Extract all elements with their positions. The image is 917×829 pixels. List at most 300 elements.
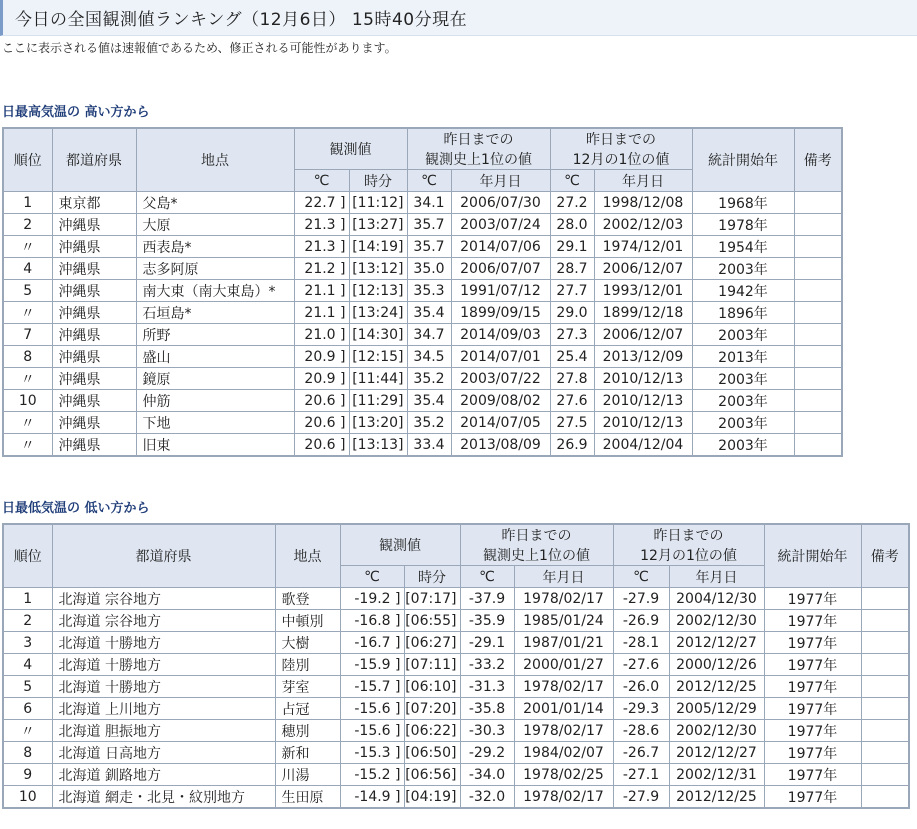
cell-rank: 9 xyxy=(3,764,52,786)
cell-month-record-date: 2012/12/27 xyxy=(669,632,764,654)
cell-month-record-temp: -26.0 xyxy=(613,676,669,698)
cell-record-date: 1991/07/12 xyxy=(451,280,550,302)
col-start-header: 統計開始年 xyxy=(692,128,794,192)
cell-place: 陸別 xyxy=(275,654,340,676)
cell-prefecture: 沖縄県 xyxy=(52,390,136,412)
col-hist-header-line1: 昨日までの xyxy=(501,528,572,544)
cell-note xyxy=(794,280,842,302)
cell-prefecture: 北海道 宗谷地方 xyxy=(52,588,275,610)
cell-month-record-date: 2012/12/25 xyxy=(669,676,764,698)
cell-month-record-temp: -29.3 xyxy=(613,698,669,720)
col-month-header-line1: 昨日までの xyxy=(586,132,656,148)
cell-month-record-date: 2002/12/03 xyxy=(594,214,692,236)
cell-rank: 〃 xyxy=(3,720,52,742)
cell-record-temp: 35.4 xyxy=(407,390,451,412)
col-place-header: 地点 xyxy=(275,524,340,588)
cell-month-record-temp: 27.6 xyxy=(550,390,594,412)
cell-record-temp: 35.4 xyxy=(407,302,451,324)
cell-start-year: 2003年 xyxy=(692,390,794,412)
cell-month-record-temp: -26.9 xyxy=(613,610,669,632)
col-month-header xyxy=(613,524,764,566)
cell-place: 占冠 xyxy=(275,698,340,720)
cell-record-date: 1978/02/17 xyxy=(514,786,613,809)
cell-prefecture: 北海道 十勝地方 xyxy=(52,632,275,654)
subcol-month-deg: ℃ xyxy=(550,170,594,192)
cell-prefecture: 東京都 xyxy=(52,192,136,214)
cell-observed-temp: -15.7 ] xyxy=(340,676,404,698)
cell-observed-temp: -14.9 ] xyxy=(340,786,404,809)
subcol-hist-date: 年月日 xyxy=(514,566,613,588)
cell-prefecture: 北海道 釧路地方 xyxy=(52,764,275,786)
cell-record-temp: 35.2 xyxy=(407,412,451,434)
cell-observed-time: [12:15] xyxy=(349,346,407,368)
cell-record-date: 2014/07/05 xyxy=(451,412,550,434)
subcol-month-date: 年月日 xyxy=(669,566,764,588)
cell-place: 盛山 xyxy=(136,346,294,368)
high-ranking-table xyxy=(2,127,843,457)
cell-observed-time: [13:24] xyxy=(349,302,407,324)
cell-month-record-date: 1974/12/01 xyxy=(594,236,692,258)
cell-prefecture: 北海道 上川地方 xyxy=(52,698,275,720)
cell-observed-temp: -15.6 ] xyxy=(340,720,404,742)
cell-observed-temp: -19.2 ] xyxy=(340,588,404,610)
cell-place: 生田原 xyxy=(275,786,340,809)
cell-observed-temp: 21.3 ] xyxy=(294,214,349,236)
cell-record-temp: -34.0 xyxy=(460,764,514,786)
cell-note xyxy=(794,258,842,280)
cell-start-year: 1977年 xyxy=(764,610,861,632)
cell-month-record-temp: -27.1 xyxy=(613,764,669,786)
cell-note xyxy=(861,720,909,742)
cell-rank: 10 xyxy=(3,786,52,809)
cell-month-record-date: 2006/12/07 xyxy=(594,258,692,280)
cell-note xyxy=(794,214,842,236)
cell-prefecture: 沖縄県 xyxy=(52,280,136,302)
cell-month-record-date: 2010/12/13 xyxy=(594,412,692,434)
cell-record-temp: 35.7 xyxy=(407,236,451,258)
cell-record-date: 2000/01/27 xyxy=(514,654,613,676)
cell-observed-time: [11:12] xyxy=(349,192,407,214)
cell-record-temp: -35.9 xyxy=(460,610,514,632)
cell-start-year: 1968年 xyxy=(692,192,794,214)
cell-month-record-temp: 27.2 xyxy=(550,192,594,214)
col-hist-header-line2: 観測史上1位の値 xyxy=(425,152,532,168)
cell-rank: 10 xyxy=(3,390,52,412)
page-header xyxy=(0,0,917,36)
cell-observed-time: [06:10] xyxy=(404,676,460,698)
cell-month-record-temp: 29.1 xyxy=(550,236,594,258)
cell-note xyxy=(794,192,842,214)
low-table-body xyxy=(3,588,909,809)
low-section xyxy=(0,497,917,809)
cell-note xyxy=(861,588,909,610)
cell-month-record-date: 2004/12/30 xyxy=(669,588,764,610)
cell-observed-temp: 20.9 ] xyxy=(294,368,349,390)
table-row xyxy=(3,786,909,809)
cell-rank: 〃 xyxy=(3,412,52,434)
cell-note xyxy=(794,346,842,368)
cell-rank: 2 xyxy=(3,610,52,632)
cell-observed-time: [13:13] xyxy=(349,434,407,457)
table-row xyxy=(3,698,909,720)
cell-start-year: 2003年 xyxy=(692,368,794,390)
cell-place: 芽室 xyxy=(275,676,340,698)
cell-observed-temp: -15.9 ] xyxy=(340,654,404,676)
cell-record-temp: -29.2 xyxy=(460,742,514,764)
cell-rank: 6 xyxy=(3,698,52,720)
table-row xyxy=(3,192,842,214)
cell-start-year: 1977年 xyxy=(764,786,861,809)
cell-observed-temp: 21.1 ] xyxy=(294,302,349,324)
cell-observed-time: [12:13] xyxy=(349,280,407,302)
cell-record-date: 1985/01/24 xyxy=(514,610,613,632)
cell-rank: 5 xyxy=(3,676,52,698)
table-row xyxy=(3,368,842,390)
cell-month-record-date: 1998/12/08 xyxy=(594,192,692,214)
cell-month-record-temp: -28.6 xyxy=(613,720,669,742)
cell-month-record-temp: 28.7 xyxy=(550,258,594,280)
cell-month-record-date: 2000/12/26 xyxy=(669,654,764,676)
cell-month-record-date: 1899/12/18 xyxy=(594,302,692,324)
cell-start-year: 1942年 xyxy=(692,280,794,302)
cell-month-record-temp: 27.5 xyxy=(550,412,594,434)
cell-observed-temp: 21.0 ] xyxy=(294,324,349,346)
subcol-obs-time: 時分 xyxy=(349,170,407,192)
cell-record-temp: 35.7 xyxy=(407,214,451,236)
cell-observed-temp: -15.2 ] xyxy=(340,764,404,786)
cell-observed-time: [13:27] xyxy=(349,214,407,236)
cell-record-date: 2001/01/14 xyxy=(514,698,613,720)
cell-rank: 〃 xyxy=(3,302,52,324)
cell-start-year: 2003年 xyxy=(692,434,794,457)
subcol-hist-deg: ℃ xyxy=(407,170,451,192)
cell-month-record-temp: 26.9 xyxy=(550,434,594,457)
col-month-header-line2: 12月の1位の値 xyxy=(640,548,737,564)
cell-record-date: 1987/01/21 xyxy=(514,632,613,654)
cell-prefecture: 沖縄県 xyxy=(52,258,136,280)
cell-rank: 2 xyxy=(3,214,52,236)
cell-prefecture: 北海道 日高地方 xyxy=(52,742,275,764)
cell-observed-temp: -15.6 ] xyxy=(340,698,404,720)
cell-observed-time: [06:50] xyxy=(404,742,460,764)
cell-observed-time: [07:11] xyxy=(404,654,460,676)
cell-observed-time: [06:22] xyxy=(404,720,460,742)
cell-start-year: 1977年 xyxy=(764,698,861,720)
col-obs-header: 観測値 xyxy=(294,128,407,170)
cell-month-record-temp: 28.0 xyxy=(550,214,594,236)
cell-prefecture: 沖縄県 xyxy=(52,214,136,236)
cell-observed-temp: 21.2 ] xyxy=(294,258,349,280)
cell-note xyxy=(794,302,842,324)
cell-observed-temp: -16.7 ] xyxy=(340,632,404,654)
cell-record-date: 2003/07/24 xyxy=(451,214,550,236)
cell-month-record-date: 2006/12/07 xyxy=(594,324,692,346)
cell-start-year: 1977年 xyxy=(764,632,861,654)
cell-prefecture: 沖縄県 xyxy=(52,434,136,457)
cell-prefecture: 沖縄県 xyxy=(52,236,136,258)
cell-observed-time: [06:27] xyxy=(404,632,460,654)
cell-rank: 〃 xyxy=(3,434,52,457)
cell-record-temp: 34.7 xyxy=(407,324,451,346)
col-note-header: 備考 xyxy=(861,524,909,588)
cell-record-date: 1978/02/17 xyxy=(514,588,613,610)
table-row xyxy=(3,258,842,280)
cell-start-year: 1896年 xyxy=(692,302,794,324)
cell-place: 父島* xyxy=(136,192,294,214)
cell-place: 中頓別 xyxy=(275,610,340,632)
table-row xyxy=(3,720,909,742)
cell-record-temp: -29.1 xyxy=(460,632,514,654)
cell-observed-time: [04:19] xyxy=(404,786,460,809)
cell-note xyxy=(794,324,842,346)
subcol-hist-date: 年月日 xyxy=(451,170,550,192)
cell-observed-time: [14:30] xyxy=(349,324,407,346)
cell-place: 所野 xyxy=(136,324,294,346)
cell-month-record-temp: -27.9 xyxy=(613,588,669,610)
cell-rank: 5 xyxy=(3,280,52,302)
table-row xyxy=(3,610,909,632)
cell-rank: 1 xyxy=(3,588,52,610)
cell-observed-time: [13:12] xyxy=(349,258,407,280)
cell-rank: 1 xyxy=(3,192,52,214)
cell-start-year: 1977年 xyxy=(764,676,861,698)
cell-record-date: 2014/07/06 xyxy=(451,236,550,258)
cell-record-date: 2014/07/01 xyxy=(451,346,550,368)
cell-record-temp: -31.3 xyxy=(460,676,514,698)
cell-observed-time: [06:56] xyxy=(404,764,460,786)
cell-rank: 7 xyxy=(3,324,52,346)
cell-place: 志多阿原 xyxy=(136,258,294,280)
cell-rank: 3 xyxy=(3,632,52,654)
cell-month-record-date: 2012/12/25 xyxy=(669,786,764,809)
cell-month-record-date: 2013/12/09 xyxy=(594,346,692,368)
cell-month-record-date: 2004/12/04 xyxy=(594,434,692,457)
col-rank-header: 順位 xyxy=(3,524,52,588)
subcol-month-date: 年月日 xyxy=(594,170,692,192)
cell-month-record-date: 1993/12/01 xyxy=(594,280,692,302)
cell-month-record-temp: 27.3 xyxy=(550,324,594,346)
cell-start-year: 2013年 xyxy=(692,346,794,368)
table-row xyxy=(3,588,909,610)
cell-prefecture: 沖縄県 xyxy=(52,346,136,368)
cell-start-year: 2003年 xyxy=(692,324,794,346)
cell-record-date: 1978/02/25 xyxy=(514,764,613,786)
cell-month-record-date: 2010/12/13 xyxy=(594,368,692,390)
cell-record-date: 2014/09/03 xyxy=(451,324,550,346)
cell-note xyxy=(861,786,909,809)
col-place-header: 地点 xyxy=(136,128,294,192)
table-row xyxy=(3,742,909,764)
cell-observed-time: [06:55] xyxy=(404,610,460,632)
cell-observed-temp: 20.6 ] xyxy=(294,434,349,457)
cell-note xyxy=(794,434,842,457)
high-section-title: 日最高気温の 高い方から xyxy=(2,105,150,120)
cell-observed-time: [07:17] xyxy=(404,588,460,610)
table-row xyxy=(3,764,909,786)
cell-note xyxy=(861,610,909,632)
table-row xyxy=(3,676,909,698)
cell-record-temp: 34.1 xyxy=(407,192,451,214)
cell-note xyxy=(794,368,842,390)
col-pref-header: 都道府県 xyxy=(52,128,136,192)
cell-record-temp: 34.5 xyxy=(407,346,451,368)
cell-month-record-temp: -28.1 xyxy=(613,632,669,654)
cell-record-date: 2006/07/07 xyxy=(451,258,550,280)
cell-place: 大樹 xyxy=(275,632,340,654)
table-row xyxy=(3,632,909,654)
cell-observed-time: [11:44] xyxy=(349,368,407,390)
cell-month-record-temp: 27.7 xyxy=(550,280,594,302)
cell-month-record-date: 2002/12/30 xyxy=(669,610,764,632)
col-month-header-line2: 12月の1位の値 xyxy=(572,152,670,168)
table-row xyxy=(3,434,842,457)
high-table-body xyxy=(3,192,842,457)
col-month-header xyxy=(550,128,692,170)
subcol-hist-deg: ℃ xyxy=(460,566,514,588)
cell-record-temp: -37.9 xyxy=(460,588,514,610)
col-pref-header: 都道府県 xyxy=(52,524,275,588)
cell-record-date: 2006/07/30 xyxy=(451,192,550,214)
cell-prefecture: 沖縄県 xyxy=(52,412,136,434)
cell-observed-time: [14:19] xyxy=(349,236,407,258)
cell-record-temp: 35.3 xyxy=(407,280,451,302)
col-rank-header: 順位 xyxy=(3,128,52,192)
cell-month-record-temp: -27.9 xyxy=(613,786,669,809)
subcol-obs-time: 時分 xyxy=(404,566,460,588)
table-row xyxy=(3,346,842,368)
cell-note xyxy=(794,236,842,258)
cell-rank: 8 xyxy=(3,346,52,368)
cell-record-date: 1984/02/07 xyxy=(514,742,613,764)
cell-prefecture: 沖縄県 xyxy=(52,368,136,390)
cell-place: 南大東（南大東島）* xyxy=(136,280,294,302)
cell-month-record-date: 2002/12/31 xyxy=(669,764,764,786)
table-row xyxy=(3,302,842,324)
cell-month-record-date: 2012/12/27 xyxy=(669,742,764,764)
cell-start-year: 1978年 xyxy=(692,214,794,236)
cell-record-temp: -35.8 xyxy=(460,698,514,720)
cell-month-record-temp: 27.8 xyxy=(550,368,594,390)
col-note-header: 備考 xyxy=(794,128,842,192)
cell-month-record-date: 2010/12/13 xyxy=(594,390,692,412)
cell-record-temp: -33.2 xyxy=(460,654,514,676)
table-row xyxy=(3,236,842,258)
cell-observed-temp: 20.9 ] xyxy=(294,346,349,368)
cell-start-year: 2003年 xyxy=(692,258,794,280)
notice-text: ここに表示される値は速報値であるため、修正される可能性があります。 xyxy=(2,41,397,55)
col-hist-header xyxy=(460,524,613,566)
cell-place: 新和 xyxy=(275,742,340,764)
cell-month-record-date: 2005/12/29 xyxy=(669,698,764,720)
cell-record-temp: 35.0 xyxy=(407,258,451,280)
cell-place: 下地 xyxy=(136,412,294,434)
col-month-header-line1: 昨日までの xyxy=(653,528,724,544)
cell-rank: 〃 xyxy=(3,368,52,390)
cell-rank: 4 xyxy=(3,654,52,676)
cell-start-year: 1977年 xyxy=(764,720,861,742)
cell-month-record-date: 2002/12/30 xyxy=(669,720,764,742)
cell-observed-time: [07:20] xyxy=(404,698,460,720)
col-obs-header: 観測値 xyxy=(340,524,460,566)
low-ranking-table xyxy=(2,523,910,809)
table-row xyxy=(3,214,842,236)
cell-start-year: 1977年 xyxy=(764,764,861,786)
cell-rank: 〃 xyxy=(3,236,52,258)
cell-record-date: 2013/08/09 xyxy=(451,434,550,457)
cell-rank: 8 xyxy=(3,742,52,764)
cell-place: 穂別 xyxy=(275,720,340,742)
table-row xyxy=(3,324,842,346)
cell-observed-time: [11:29] xyxy=(349,390,407,412)
cell-month-record-temp: -27.6 xyxy=(613,654,669,676)
cell-prefecture: 北海道 胆振地方 xyxy=(52,720,275,742)
cell-note xyxy=(794,412,842,434)
cell-observed-temp: 20.6 ] xyxy=(294,412,349,434)
page-title: 今日の全国観測値ランキング（12月6日） 15時40分現在 xyxy=(15,10,468,30)
cell-prefecture: 沖縄県 xyxy=(52,324,136,346)
subcol-obs-deg: ℃ xyxy=(340,566,404,588)
cell-start-year: 1977年 xyxy=(764,588,861,610)
cell-note xyxy=(861,764,909,786)
table-row xyxy=(3,280,842,302)
cell-record-date: 2009/08/02 xyxy=(451,390,550,412)
cell-note xyxy=(794,390,842,412)
low-section-title: 日最低気温の 低い方から xyxy=(2,501,150,516)
cell-prefecture: 北海道 十勝地方 xyxy=(52,654,275,676)
cell-note xyxy=(861,632,909,654)
high-section xyxy=(0,101,917,457)
cell-record-temp: 35.2 xyxy=(407,368,451,390)
cell-month-record-temp: -26.7 xyxy=(613,742,669,764)
cell-month-record-temp: 25.4 xyxy=(550,346,594,368)
cell-prefecture: 北海道 十勝地方 xyxy=(52,676,275,698)
col-start-header: 統計開始年 xyxy=(764,524,861,588)
table-row xyxy=(3,654,909,676)
cell-start-year: 1977年 xyxy=(764,654,861,676)
cell-prefecture: 沖縄県 xyxy=(52,302,136,324)
cell-note xyxy=(861,654,909,676)
cell-note xyxy=(861,742,909,764)
cell-prefecture: 北海道 網走・北見・紋別地方 xyxy=(52,786,275,809)
cell-observed-temp: -16.8 ] xyxy=(340,610,404,632)
cell-observed-temp: 22.7 ] xyxy=(294,192,349,214)
table-row xyxy=(3,412,842,434)
cell-note xyxy=(861,676,909,698)
cell-place: 川湯 xyxy=(275,764,340,786)
cell-place: 大原 xyxy=(136,214,294,236)
cell-observed-temp: 21.3 ] xyxy=(294,236,349,258)
cell-note xyxy=(861,698,909,720)
cell-start-year: 1977年 xyxy=(764,742,861,764)
cell-observed-temp: 20.6 ] xyxy=(294,390,349,412)
cell-record-date: 1978/02/17 xyxy=(514,720,613,742)
cell-record-date: 1899/09/15 xyxy=(451,302,550,324)
table-row xyxy=(3,390,842,412)
cell-place: 仲筋 xyxy=(136,390,294,412)
cell-start-year: 2003年 xyxy=(692,412,794,434)
cell-place: 鏡原 xyxy=(136,368,294,390)
col-hist-header xyxy=(407,128,550,170)
cell-record-date: 1978/02/17 xyxy=(514,676,613,698)
cell-month-record-temp: 29.0 xyxy=(550,302,594,324)
cell-observed-temp: 21.1 ] xyxy=(294,280,349,302)
cell-observed-temp: -15.3 ] xyxy=(340,742,404,764)
cell-record-temp: -32.0 xyxy=(460,786,514,809)
cell-observed-time: [13:20] xyxy=(349,412,407,434)
cell-prefecture: 北海道 宗谷地方 xyxy=(52,610,275,632)
subcol-obs-deg: ℃ xyxy=(294,170,349,192)
col-hist-header-line1: 昨日までの xyxy=(443,132,514,148)
